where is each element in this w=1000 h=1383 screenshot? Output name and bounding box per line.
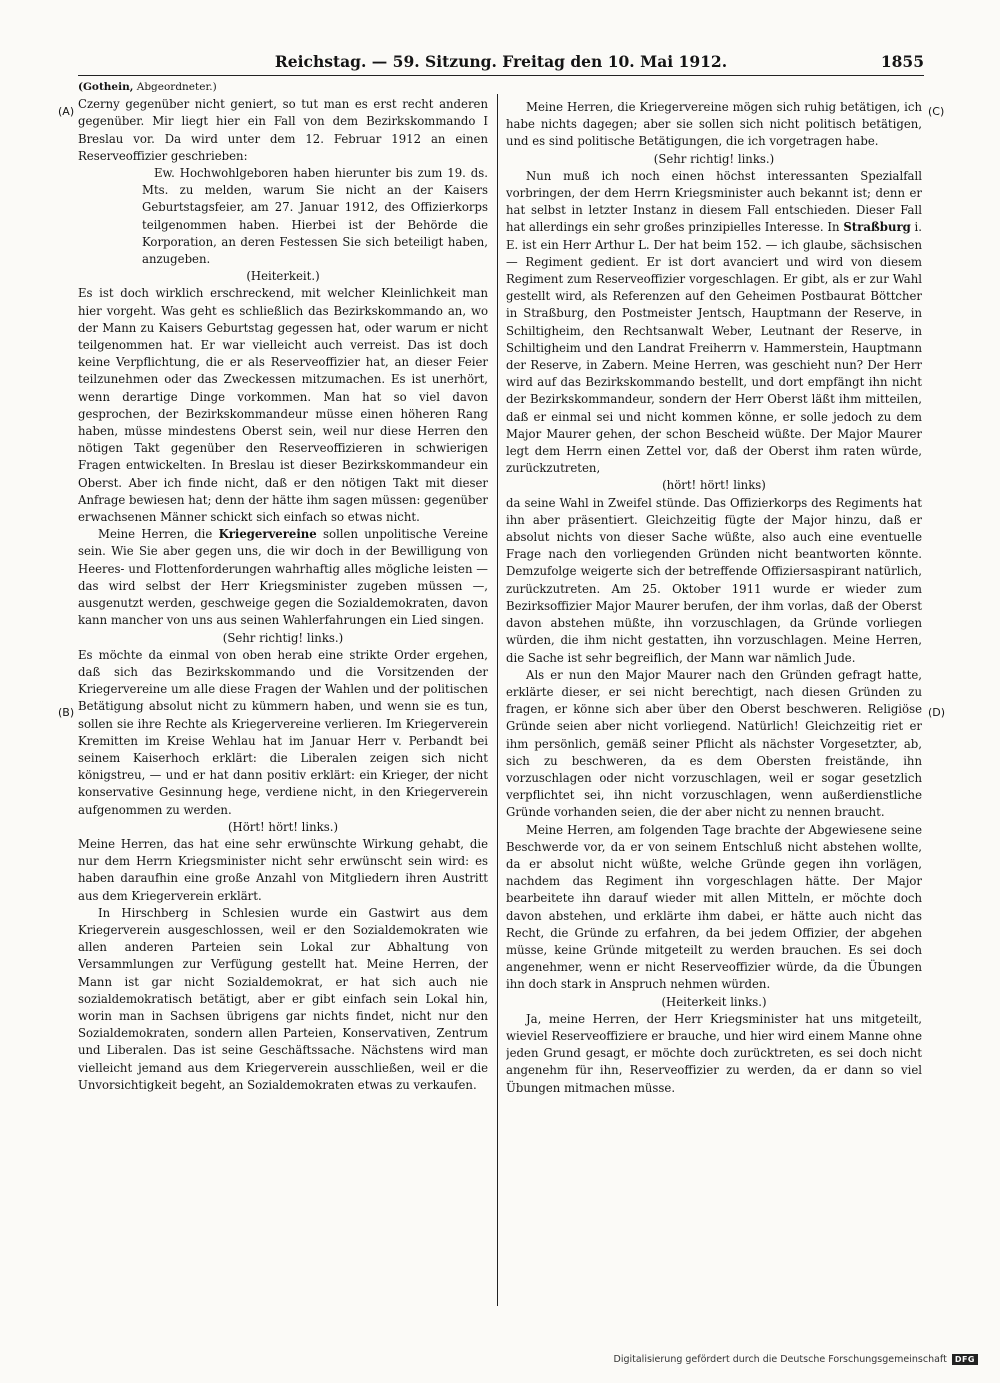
margin-marker-c: (C) xyxy=(928,105,945,118)
interjection: (Sehr richtig! links.) xyxy=(222,630,344,645)
speaker-attribution xyxy=(78,79,488,96)
paragraph: In Hirschberg in Schlesien wurde ein Gastwirt aus dem Kriegerverein ausgeschlossen, weil er den Sozialdemokraten wie allen anderen Parteien sein Lokal zur Abhaltung von Versammlungen zur Verfügung gestellt hat. Meine Herren, der Mann ist gar nicht Sozialdemokrat, er hat sich auch nie sozialdemokratisch betätigt, aber er gibt einfach sein Lokal hin, worin man in Sachsen übrigens gar nichts findet, nicht nur den Sozialdemokraten, sondern allen Parteien, Konservativen, Zentrum und Liberalen. Das ist seine Geschäftssache. Nächstens wird man vielleicht jemand aus dem Kriegerverein ausschließen, weil er die Unvorsichtigkeit begeht, an Sozialdemokraten etwas zu verkaufen. xyxy=(78,905,488,1092)
paragraph: Meine Herren, am folgenden Tage brachte der Abgewiesene seine Beschwerde vor, da er von seinem Entschluß nicht abstehen wollte, da er absolut nicht wüßte, welche Gründe gegen ihn vorlägen, nachdem das Regiment ihn vorgeschlagen hätte. Der Major bearbeitete ihn darauf wieder mit allen Mitteln, er möchte doch davon abstehen, und erklärte ihm dabei, er hätte auch nicht das Recht, die Gründe zu erfahren, da bei jedem Offizier, der abgehen müsse, keine Gründe mitgeteilt zu werden brauchen. Es sei doch angenehmer, wenn er nicht Reserveoffizier würde, da die Übungen ihn doch stark in Anspruch nehmen würden. xyxy=(506,822,922,992)
paragraph: da seine Wahl in Zweifel stünde. Das Offizierkorps des Regiments hat ihn aber präsentiert. Gleichzeitig fügte der Major hinzu, daß er absolut nichts von dieser Sache wüßte, also auch eine eventuelle Frage nach den vorliegenden Gründen nicht beantworten könnte. Demzufolge weigerte sich der betreffende Offiziersaspirant natürlich, zurückzutreten. Am 25. Oktober 1911 wurde er wieder zum Bezirksoffizier Major Maurer berufen, der ihm vorlas, daß der Oberst davon abstehen müßte, ihn vorzuschlagen, da Gründe vorliegen würden, die ihm nicht gestatten, ihn vorzuschlagen. Meine Herren, die Sache ist sehr begreiflich, der Mann war nämlich Jude. xyxy=(506,495,922,665)
paragraph: Meine Herren, die Kriegervereine mögen sich ruhig betätigen, ich habe nichts dagegen; aber sie sollen sich nicht politisch betätigen, und es sind politische Betätigungen, die ich vorgetragen habe. xyxy=(506,100,922,149)
dfg-logo-icon: DFG xyxy=(952,1354,978,1365)
margin-marker-b: (B) xyxy=(58,706,75,719)
interjection: (hört! hört! links) xyxy=(662,478,766,493)
interjection: (Heiterkeit links.) xyxy=(661,994,767,1009)
left-column xyxy=(78,79,488,1299)
interjection: (Heiterkeit.) xyxy=(246,269,320,284)
paragraph: Es möchte da einmal von oben herab eine strikte Order ergehen, daß sich das Bezirkskommando und die Vorsitzenden der Kriegervereine um alle diese Fragen der Wahlen und der politischen Betätigung absolut nicht zu kümmern haben, und wenn sie es tun, sollen sie ihre Rechte als Kriegervereine verlieren. Im Kriegerverein Kremitten im Kreise Wehlau hat im Januar Herr v. Perbandt bei seinem Kaiserhoch erklärt: die Liberalen zeigen sich nicht königstreu, — und er hat dann positiv erklärt: ein Krieger, der nicht konservative Gesinnung hege, verdiene nicht, in den Kriegerverein aufgenommen zu werden. xyxy=(78,647,488,817)
margin-marker-d: (D) xyxy=(928,706,946,719)
emphasis-term: Straßburg xyxy=(843,220,911,235)
running-title: Reichstag. — 59. Sitzung. Freitag den 10. Mai 1912. xyxy=(274,52,728,71)
paragraph: Ja, meine Herren, der Herr Kriegsminister hat uns mitgeteilt, wieviel Reserveoffiziere er brauche, und hier wird einem Manne ohne jeden Grund gesagt, er möchte doch zurücktreten, es sei doch nicht angenehm für ihn, Reserveoffizier zu werden, da er dann so viel Übungen mitmachen müsse. xyxy=(506,1011,922,1095)
paragraph: Als er nun den Major Maurer nach den Gründen gefragt hatte, erklärte dieser, er sei nicht berechtigt, nach diesen Gründen zu fragen, er könne sich aber über den Oberst beschweren. Religiöse Gründe seien aber nicht vorliegend. Natürlich! Gleichzeitig riet er ihm persönlich, gemäß seiner Pflicht als nächster Vorgesetzter, ab, sich zu beschweren, da es dem Obersten freistände, ihn vorzuschlagen oder nicht vorzuschlagen, weil er sogar gesetzlich verpflichtet sei, ihn nicht vorzuschlagen, wenn außerdienstliche Gründe vorhanden seien, die der aber nicht zu nennen braucht. xyxy=(506,667,922,820)
paragraph: Meine Herren, das hat eine sehr erwünschte Wirkung gehabt, die nur dem Herrn Kriegsminister nicht sehr erwünscht sein wird: es haben daraufhin eine große Anzahl von Mitgliedern ihren Austritt aus dem Kriegerverein erklärt. xyxy=(78,836,488,903)
page-number: 1855 xyxy=(880,52,924,71)
paragraph: Meine Herren, die Kriegervereine sollen unpolitische Vereine sein. Wie Sie aber gegen uns, die wir doch in der Bewilligung von Heeres- und Flottenforderungen wahrhaftig alles mögliche leisten — das wird selbst der Herr Kriegsminister zugeben müssen —, ausgenutzt werden, geschweige gegen die Sozialdemokraten, davon kann mancher von uns aus seinen Wahlerfahrungen ein Lied singen. xyxy=(78,527,488,628)
emphasis-term: Kriegervereine xyxy=(218,527,317,542)
page-header xyxy=(78,52,924,74)
right-column xyxy=(506,99,922,1319)
quoted-letter: Ew. Hochwohlgeboren haben hierunter bis zum 19. ds. Mts. zu melden, warum Sie nicht an der Kaisers Geburtstagsfeier, am 27. Januar 1912, des Offizierkorps teilgenommen haben. Hierbei ist der Behörde die Korporation, an deren Festessen Sie sich beteiligt haben, anzugeben. xyxy=(142,166,488,267)
footer-text: Digitalisierung gefördert durch die Deutsche Forschungsgemeinschaft xyxy=(613,1354,947,1365)
interjection: (Hört! hört! links.) xyxy=(227,819,339,834)
speaker-role: Abgeordneter.) xyxy=(136,81,217,93)
paragraph: Czerny gegenüber nicht geniert, so tut man es erst recht anderen gegenüber. Mir liegt hier ein Fall von dem Bezirkskommando I Breslau vor. Da wird unter dem 12. Februar 1912 an einen Reserveoffizier geschrieben: xyxy=(78,97,488,163)
margin-marker-a: (A) xyxy=(58,105,75,118)
interjection: (Sehr richtig! links.) xyxy=(653,151,775,166)
column-divider xyxy=(497,94,498,1306)
speaker-name: (Gothein, xyxy=(78,81,134,93)
paragraph: Nun muß ich noch einen höchst interessanten Spezialfall vorbringen, der dem Herrn Kriegsminister auch bekannt ist; denn er hat selbst in letzter Instanz in diesem Fall entschieden. Dieser Fall hat allerdings ein sehr großes prinzipielles Interesse. In Straßburg i. E. ist ein Herr Arthur L. Der hat beim 152. — ich glaube, sächsischen — Regiment gedient. Er ist dort avanciert und wird von diesem Regiment zum Reserveoffizier vorgeschlagen. Er gibt, als er zur Wahl gestellt wird, als Referenzen auf den Geheimen Postbaurat Böttcher in Straßburg, den Postmeister Jentsch, Hauptmann der Reserve, in Schiltigheim, den Rechtsanwalt Weber, Leutnant der Reserve, in Schiltigheim und den Landrat Freiherrn v. Hammerstein, Hauptmann der Reserve, in Zabern. Meine Herren, was geschieht nun? Der Herr wird auf das Bezirkskommando bestellt, und dort empfängt ihn nicht der Bezirkskommandeur, sondern der Herr Oberst läßt ihm mitteilen, daß er einmal sei und nicht kommen könne, er solle jedoch zu dem Major Maurer gehen, der schon Bescheid wüßte. Der Major Maurer legt dem Herrn einen Zettel vor, daß der Oberst ihm raten würde, zurückzutreten, xyxy=(506,168,922,476)
digitization-footer xyxy=(614,1354,978,1365)
header-rule xyxy=(78,75,924,76)
paragraph: Es ist doch wirklich erschreckend, mit welcher Kleinlichkeit man hier vorgeht. Was geht es schließlich das Bezirkskommando an, wo der Mann zu Kaisers Geburtstag gegessen hat, oder warum er nicht teilgenommen hat. Er war vielleicht auch verreist. Das ist doch keine Verpflichtung, die er als Reserveoffizier hat, an dieser Feier teilzunehmen oder das Zweckessen mitzumachen. Es ist unerhört, wenn derartige Dinge vorkommen. Man hat so viel davon gesprochen, der Bezirkskommandeur müsse einen höheren Rang haben, müsse mindestens Oberst sein, weil nur diese Herren den nötigen Takt gegenüber den Reserveoffizieren in schwierigen Fragen entwickelten. In Breslau ist dieser Bezirkskommandeur ein Oberst. Aber ich finde nicht, daß er den nötigen Takt mit dieser Anfrage bewiesen hat; denn der hätte ihm sagen müssen: gegenüber erwachsenen Männer schickt sich einfach so etwas nicht. xyxy=(78,286,488,525)
